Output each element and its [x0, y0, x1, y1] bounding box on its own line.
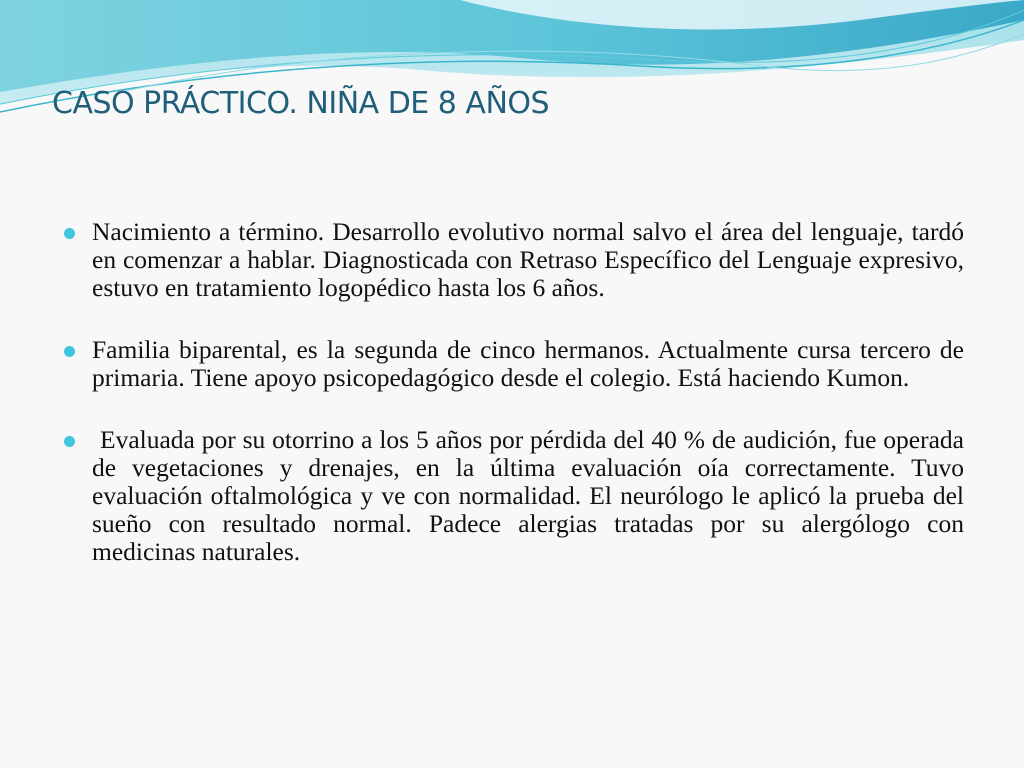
bullet-text: Familia biparental, es la segunda de cinco hermanos. Actualmente cursa tercero de primaria. Tiene apoyo psicopedagógico desde el colegio. Está haciendo Kumon. [92, 335, 964, 392]
bullet-item [60, 336, 964, 392]
bullet-dot-icon [64, 346, 75, 357]
bullet-dot-icon [64, 436, 75, 447]
bullet-dot-icon [64, 228, 75, 239]
bullet-list [60, 218, 964, 600]
bullet-text: Nacimiento a término. Desarrollo evolutivo normal salvo el área del lenguaje, tardó en comenzar a hablar. Diagnosticada con Retraso Específico del Lenguaje expresivo, estuvo en tratamiento logopédico hasta los 6 años. [92, 217, 964, 302]
bullet-text: Evaluada por su otorrino a los 5 años por pérdida del 40 % de audición, fue operada de vegetaciones y drenajes, en la última evaluación oía correctamente. Tuvo evaluación oftalmológica y ve con normalidad. El neurólogo le aplicó la prueba del sueño con resultado normal. Padece alergias tratadas por su alergólogo con medicinas naturales. [92, 425, 964, 566]
bullet-item [60, 218, 964, 302]
slide-title: CASO PRÁCTICO. NIÑA DE 8 AÑOS [52, 86, 550, 121]
bullet-item [60, 426, 964, 566]
